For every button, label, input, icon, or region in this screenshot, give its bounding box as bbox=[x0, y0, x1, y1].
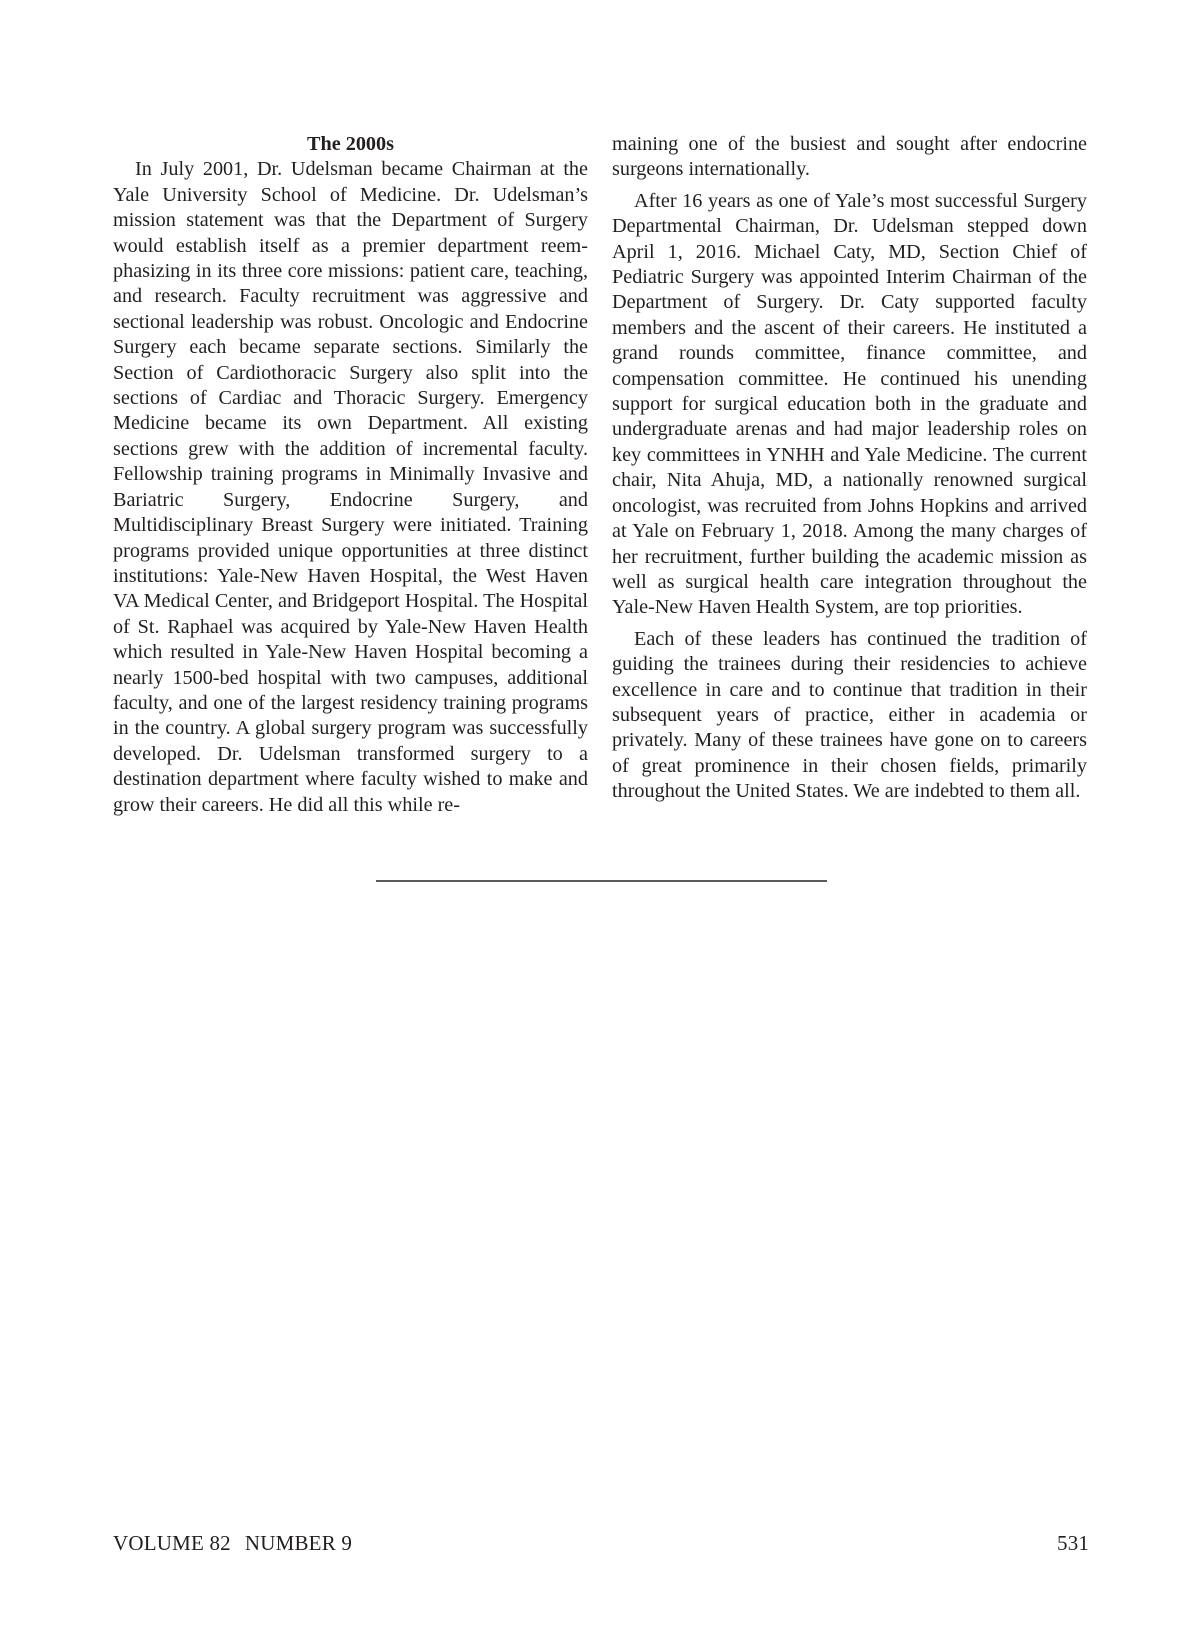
right-column bbox=[612, 132, 1087, 805]
page-number: 531 bbox=[1057, 1531, 1090, 1555]
body-paragraph-3: Each of these leaders has continued the tradition of guiding the trainees during their residencies to achieve excellence in care and to continue that tradition in their subsequent years of practice, either in academia or privately. Many of these trainees have gone on to careers of great prominence in their chosen fields, primarily throughout the United States. We are indebted to them all. bbox=[612, 627, 1087, 803]
footer-issue-info bbox=[113, 1530, 352, 1556]
section-heading: The 2000s bbox=[307, 133, 394, 155]
footer-volume: VOLUME 82 bbox=[113, 1531, 231, 1555]
body-paragraph-continuation: maining one of the busiest and sought after endocrine surgeons internationally. bbox=[612, 133, 1087, 181]
body-paragraph-2: After 16 years as one of Yale’s most successful Surgery Departmental Chairman, Dr. Udelsman stepped down April 1, 2016. Michael Caty, MD, Section Chief of Pediatric Surgery was appointed Interim Chairman of the Department of Surgery. Dr. Caty supported faculty members and the ascent of their careers. He instituted a grand rounds committee, finance committee, and compensation committee. He continued his unending support for surgical education both in the graduate and undergraduate arenas and had major leadership roles on key committees in YNHH and Yale Medicine. The current chair, Nita Ahuja, MD, a nationally renowned surgical oncologist, was recruited from Johns Hopkins and arrived at Yale on February 1, 2018. Among the many charges of her recruitment, further building the academic mission as well as surgical health care integration throughout the Yale-New Haven Health System, are top priorities. bbox=[612, 189, 1087, 619]
section-divider bbox=[376, 880, 827, 882]
left-column bbox=[113, 132, 588, 818]
body-paragraph-1: In July 2001, Dr. Udelsman became Chairman at the Yale University School of Medicine. Dr. Udelsman’s mission statement was that the Department of Surgery would establish itself as a premier department reemphasizing in its three core missions: patient care, teaching, and research. Faculty recruitment was aggressive and sectional leadership was robust. Oncologic and Endocrine Surgery each became separate sections. Similarly the Section of Cardiothoracic Surgery also split into the sections of Cardiac and Thoracic Surgery. Emergency Medicine became its own Department. All existing sections grew with the addition of incremental faculty. Fellowship training programs in Minimally Invasive and Bariatric Surgery, Endocrine Surgery, and Multidisciplinary Breast Surgery were initiated. Training programs provided unique opportunities at three distinct institutions: Yale-New Haven Hospital, the West Haven VA Medical Center, and Bridgeport Hospital. The Hospital of St. Raphael was acquired by Yale-New Haven Health which resulted in Yale-New Haven Hospital becoming a nearly 1500-bed hospital with two campuses, additional faculty, and one of the largest residency training programs in the country. A global surgery program was successfully developed. Dr. Udelsman transformed surgery to a destination department where faculty wished to make and grow their careers. He did all this while re- bbox=[113, 158, 588, 816]
footer-number: NUMBER 9 bbox=[244, 1531, 353, 1555]
